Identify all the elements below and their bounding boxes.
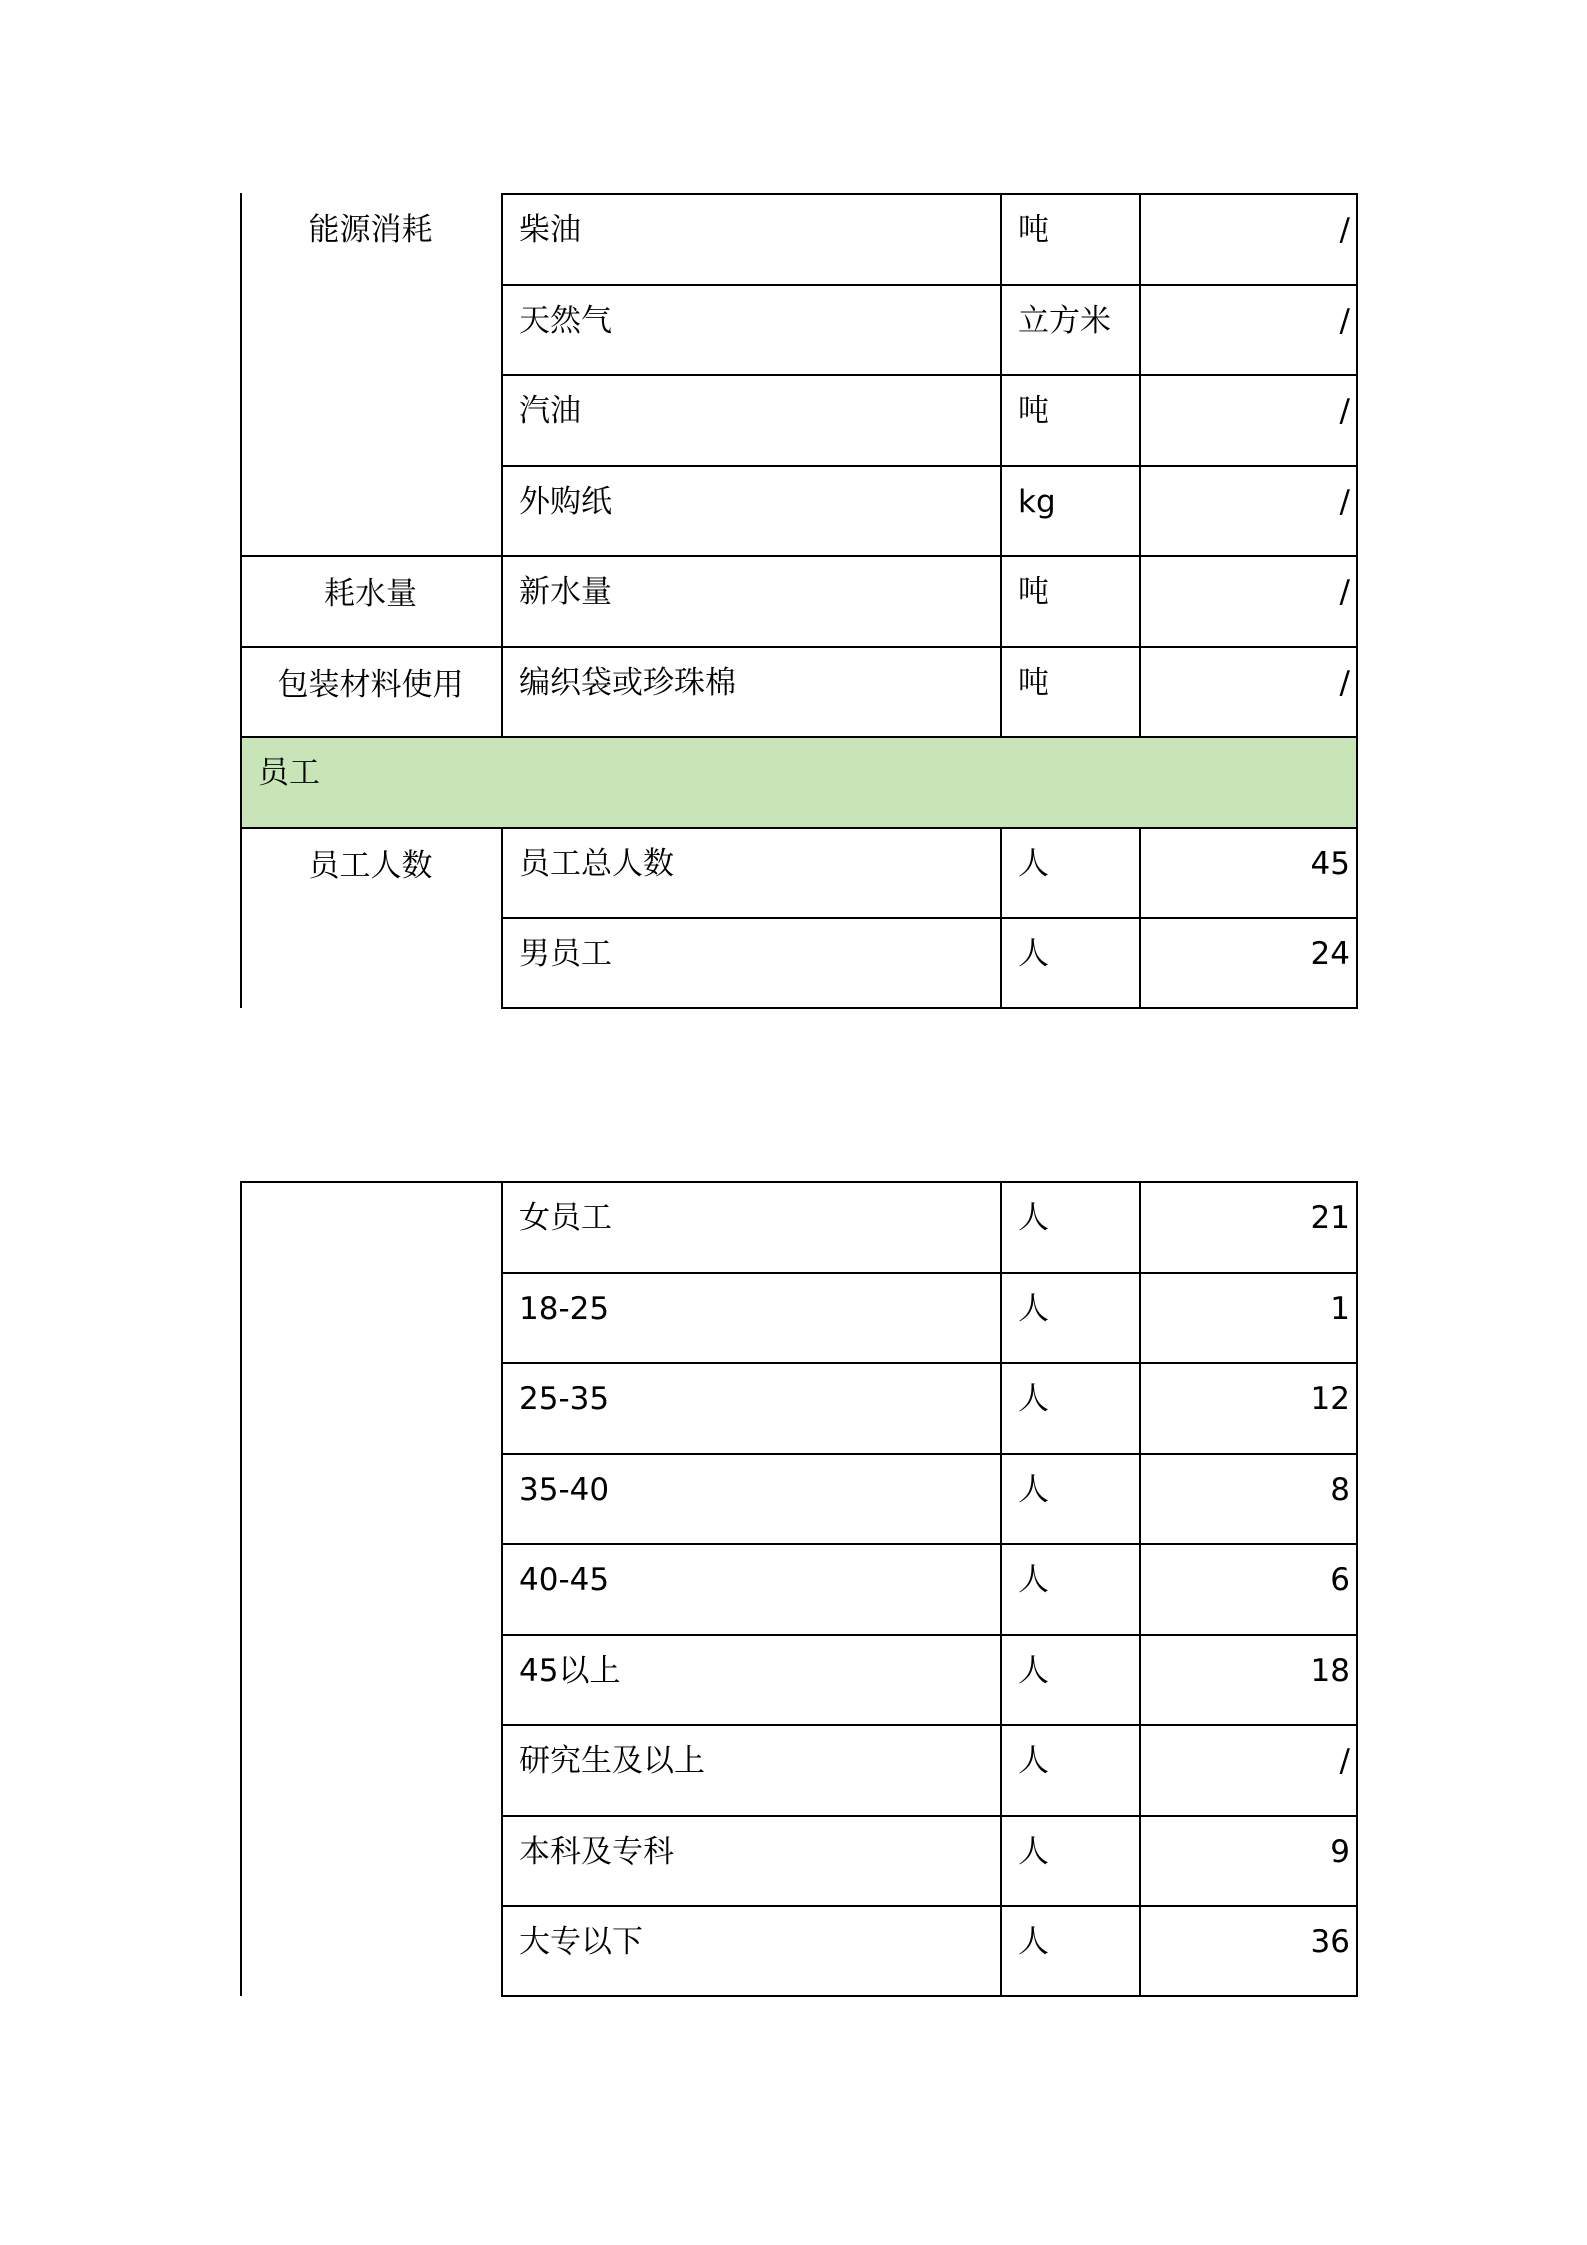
value-cell: 24 <box>1139 917 1358 1008</box>
table-row <box>240 917 1358 1008</box>
category-cell: 耗水量 <box>240 555 501 646</box>
table-row <box>240 1905 1358 1996</box>
unit-cell: 人 <box>1000 1181 1139 1272</box>
value-cell: 6 <box>1139 1543 1358 1634</box>
item-name-cell: 大专以下 <box>501 1905 1000 1996</box>
item-name-cell: 25-35 <box>501 1362 1000 1453</box>
item-name-cell: 18-25 <box>501 1272 1000 1363</box>
value-cell: / <box>1139 465 1358 556</box>
value-cell: / <box>1139 284 1358 375</box>
unit-cell: 人 <box>1000 1905 1139 1996</box>
item-name-cell: 本科及专科 <box>501 1815 1000 1906</box>
item-name-cell: 40-45 <box>501 1543 1000 1634</box>
table-row <box>240 465 1358 556</box>
table-row <box>240 646 1358 737</box>
table-bottom-border <box>501 1995 1358 1997</box>
value-cell: 21 <box>1139 1181 1358 1272</box>
unit-cell: 吨 <box>1000 646 1139 737</box>
table-block-2 <box>240 1181 1358 1996</box>
table-row <box>240 555 1358 646</box>
value-cell: 45 <box>1139 827 1358 918</box>
item-name-cell: 35-40 <box>501 1453 1000 1544</box>
table-row <box>240 1815 1358 1906</box>
table-row <box>240 284 1358 375</box>
value-cell: / <box>1139 555 1358 646</box>
item-name-cell: 汽油 <box>501 374 1000 465</box>
unit-cell: 人 <box>1000 1272 1139 1363</box>
unit-cell: 吨 <box>1000 555 1139 646</box>
unit-cell: 人 <box>1000 1362 1139 1453</box>
value-cell: / <box>1139 1724 1358 1815</box>
unit-cell: 人 <box>1000 1815 1139 1906</box>
table-row <box>240 1634 1358 1725</box>
value-cell: / <box>1139 646 1358 737</box>
table-row <box>240 1272 1358 1363</box>
category-cell: 能源消耗 <box>308 212 433 248</box>
item-name-cell: 45以上 <box>501 1634 1000 1725</box>
table-row <box>240 1724 1358 1815</box>
value-cell: / <box>1139 374 1358 465</box>
table-row <box>240 1362 1358 1453</box>
category-cell: 包装材料使用 <box>240 646 501 737</box>
table-row <box>240 827 1358 918</box>
unit-cell: 吨 <box>1000 193 1139 284</box>
item-name-cell: 天然气 <box>501 284 1000 375</box>
value-cell: / <box>1139 193 1358 284</box>
value-cell: 8 <box>1139 1453 1358 1544</box>
unit-cell: 人 <box>1000 1634 1139 1725</box>
value-cell: 12 <box>1139 1362 1358 1453</box>
unit-cell: 人 <box>1000 917 1139 1008</box>
table-row <box>240 1453 1358 1544</box>
value-cell: 18 <box>1139 1634 1358 1725</box>
unit-cell: kg <box>1000 465 1139 556</box>
item-name-cell: 男员工 <box>501 917 1000 1008</box>
item-name-cell: 员工总人数 <box>501 827 1000 918</box>
category-cell: 员工人数 <box>240 827 501 918</box>
table-bottom-border <box>501 1007 1358 1009</box>
table-row <box>240 374 1358 465</box>
unit-cell: 人 <box>1000 1724 1139 1815</box>
unit-cell: 立方米 <box>1000 284 1139 375</box>
section-header-employees: 员工 <box>240 736 1358 827</box>
value-cell: 1 <box>1139 1272 1358 1363</box>
unit-cell: 人 <box>1000 827 1139 918</box>
value-cell: 36 <box>1139 1905 1358 1996</box>
table-row <box>240 1543 1358 1634</box>
value-cell: 9 <box>1139 1815 1358 1906</box>
item-name-cell: 柴油 <box>501 193 1000 284</box>
table-block-1 <box>240 193 1358 1008</box>
item-name-cell: 新水量 <box>501 555 1000 646</box>
unit-cell: 人 <box>1000 1453 1139 1544</box>
table-row <box>240 1181 1358 1272</box>
item-name-cell: 女员工 <box>501 1181 1000 1272</box>
item-name-cell: 外购纸 <box>501 465 1000 556</box>
item-name-cell: 编织袋或珍珠棉 <box>501 646 1000 737</box>
item-name-cell: 研究生及以上 <box>501 1724 1000 1815</box>
unit-cell: 人 <box>1000 1543 1139 1634</box>
unit-cell: 吨 <box>1000 374 1139 465</box>
table-row <box>240 193 1358 284</box>
